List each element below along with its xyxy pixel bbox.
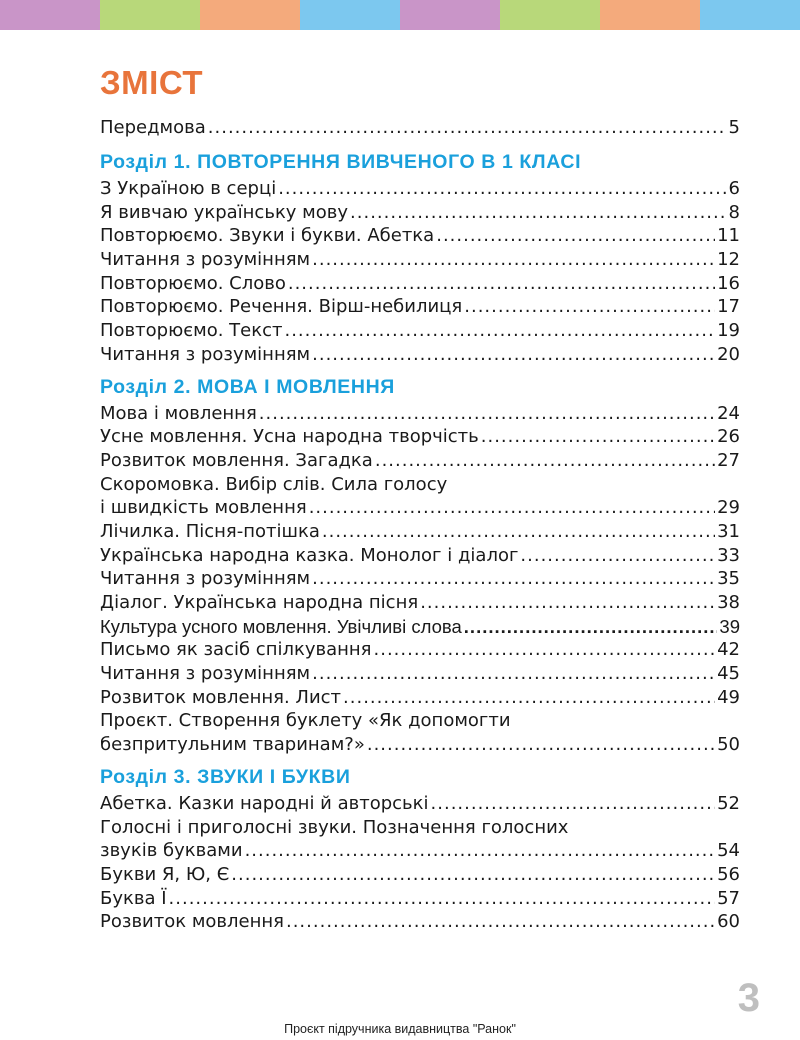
toc-entry-page: 57	[717, 887, 740, 909]
toc-entry-page: 33	[717, 544, 740, 566]
toc-entry-page: 60	[717, 911, 740, 933]
toc-entry-page: 11	[717, 225, 740, 247]
toc-entry-label: Письмо як засіб спілкування	[100, 639, 372, 661]
leader-dots	[343, 686, 715, 710]
toc-entry[interactable]	[100, 638, 740, 662]
toc-entry[interactable]	[100, 402, 740, 426]
toc-entry-label: Культура усного мовлення. Увічливі слова	[100, 615, 462, 637]
table-of-contents	[100, 113, 740, 934]
toc-entry-label: Розвиток мовлення	[100, 911, 284, 933]
leader-dots	[481, 425, 715, 449]
stripe-segment	[700, 0, 800, 30]
toc-entry-page: 45	[717, 663, 740, 685]
toc-entry[interactable]	[100, 686, 740, 710]
toc-entry[interactable]	[100, 224, 740, 248]
toc-entry-page: 27	[717, 449, 740, 471]
leader-dots	[350, 201, 727, 225]
toc-entry-page: 42	[717, 639, 740, 661]
toc-entry-label: Українська народна казка. Монолог і діалог	[100, 544, 519, 566]
toc-entry-page: 24	[717, 402, 740, 424]
toc-entry[interactable]	[100, 615, 740, 639]
toc-entry-label: Усне мовлення. Усна народна творчість	[100, 426, 479, 448]
toc-entry-page: 20	[717, 343, 740, 365]
toc-entry-page: 31	[717, 520, 740, 542]
leader-dots	[312, 567, 715, 591]
toc-entry-page: 50	[717, 734, 740, 756]
toc-entry-page: 39	[719, 615, 740, 637]
toc-entry-page: 17	[717, 296, 740, 318]
leader-dots	[464, 615, 718, 639]
toc-entry-page: 52	[717, 792, 740, 814]
section-heading: Розділ 1. ПОВТОРЕННЯ ВИВЧЕНОГО В 1 КЛАСІ	[100, 151, 582, 173]
toc-entry-label: Повторюємо. Речення. Вірш-небилиця	[100, 296, 463, 318]
toc-entry[interactable]	[100, 662, 740, 686]
toc-entry-page: 12	[717, 249, 740, 271]
toc-entry-label: Мова і мовлення	[100, 402, 257, 424]
toc-entry-page: 38	[717, 592, 740, 613]
leader-dots	[231, 863, 715, 887]
toc-entry-label: звуків буквами	[100, 840, 243, 862]
leader-dots	[322, 520, 715, 544]
leader-dots	[309, 496, 715, 520]
toc-entry-page: 16	[717, 272, 740, 294]
toc-entry[interactable]	[100, 792, 740, 816]
toc-entry[interactable]	[100, 496, 740, 520]
leader-dots	[367, 733, 715, 757]
toc-entry-page: 56	[717, 863, 740, 885]
toc-entry[interactable]	[100, 520, 740, 544]
toc-entry-label: З Україною в серці	[100, 178, 277, 199]
toc-entry-label: Лічилка. Пісня-потішка	[100, 520, 320, 542]
toc-entry[interactable]	[100, 201, 740, 225]
toc-entry-label: Повторюємо. Звуки і букви. Абетка	[100, 225, 435, 247]
stripe-segment	[200, 0, 300, 30]
stripe-segment	[500, 0, 600, 30]
toc-entry[interactable]	[100, 591, 740, 615]
toc-entry-label: Читання з розумінням	[100, 663, 311, 685]
toc-entry[interactable]	[100, 343, 740, 367]
toc-entry-label: Повторюємо. Текст	[100, 320, 283, 342]
toc-entry-label: Повторюємо. Слово	[100, 272, 286, 294]
toc-entry[interactable]	[100, 248, 740, 272]
toc-entry-label: Читання з розумінням	[100, 568, 311, 590]
leader-dots	[464, 295, 715, 319]
toc-entry-page: 35	[717, 568, 740, 590]
section-heading: Розділ 2. МОВА І МОВЛЕННЯ	[100, 375, 395, 398]
toc-entry[interactable]	[100, 910, 740, 934]
toc-entry-label: Діалог. Українська народна пісня	[100, 592, 419, 613]
leader-dots	[284, 319, 715, 343]
leader-dots	[375, 449, 715, 473]
toc-entry[interactable]	[100, 863, 740, 887]
toc-entry-label-line1: Скоромовка. Вибір слів. Сила голосу	[100, 473, 448, 495]
leader-dots	[312, 662, 715, 686]
leader-dots	[312, 343, 715, 367]
leader-dots	[520, 544, 715, 568]
toc-entry-label: Букви Я, Ю, Є	[100, 863, 230, 885]
leader-dots	[431, 792, 716, 816]
toc-entry-page: 54	[717, 840, 740, 862]
leader-dots	[420, 591, 715, 615]
toc-entry-page: 6	[728, 178, 740, 199]
toc-entry[interactable]	[100, 567, 740, 591]
toc-entry[interactable]	[100, 544, 740, 568]
toc-entry[interactable]	[100, 319, 740, 343]
stripe-segment	[100, 0, 200, 30]
leader-dots	[286, 910, 715, 934]
toc-entry-label: Розвиток мовлення. Лист	[100, 686, 342, 708]
toc-entry[interactable]	[100, 295, 740, 319]
stripe-segment	[300, 0, 400, 30]
stripe-segment	[400, 0, 500, 30]
page-title: ЗМІСТ	[100, 64, 203, 101]
toc-entry-label: Буква Ї	[100, 887, 167, 909]
toc-entry-label: Передмова	[100, 117, 206, 138]
leader-dots	[312, 248, 715, 272]
toc-entry[interactable]	[100, 177, 740, 201]
leader-dots	[278, 177, 726, 201]
toc-entry-label-line1: Голосні і приголосні звуки. Позначення голосних	[100, 816, 569, 838]
leader-dots	[436, 224, 715, 248]
toc-entry-page: 19	[717, 320, 740, 342]
toc-entry[interactable]	[100, 839, 740, 863]
toc-entry-label-line1: Проєкт. Створення буклету «Як допомогти	[100, 710, 511, 732]
page-number: 3	[737, 976, 760, 1020]
leader-dots	[169, 887, 716, 911]
toc-entry-page: 8	[728, 201, 740, 223]
toc-entry[interactable]	[100, 887, 740, 911]
stripe-segment	[0, 0, 100, 30]
leader-dots	[374, 638, 716, 662]
color-stripe-bar	[0, 0, 800, 30]
toc-entry-label: Абетка. Казки народні й авторські	[100, 792, 429, 814]
toc-entry-page: 5	[728, 117, 740, 138]
toc-entry[interactable]	[100, 425, 740, 449]
toc-entry-preface[interactable]	[100, 113, 740, 142]
toc-entry-label: безпритульним тваринам?»	[100, 734, 365, 756]
leader-dots	[288, 272, 715, 296]
toc-entry-label: Читання з розумінням	[100, 343, 311, 365]
toc-entry[interactable]	[100, 272, 740, 296]
toc-entry-page: 49	[717, 686, 740, 708]
leader-dots	[245, 839, 716, 863]
toc-entry-label: Я вивчаю українську мову	[100, 201, 349, 223]
leader-dots	[208, 113, 727, 142]
stripe-segment	[600, 0, 700, 30]
section-heading: Розділ 3. ЗВУКИ І БУКВИ	[100, 765, 351, 788]
toc-entry-page: 26	[717, 426, 740, 448]
toc-entry[interactable]	[100, 733, 740, 757]
toc-entry-page: 29	[717, 497, 740, 519]
footer-note: Проєкт підручника видавництва "Ранок"	[284, 1022, 516, 1036]
toc-entry-label: і швидкість мовлення	[100, 497, 307, 519]
toc-entry-label: Читання з розумінням	[100, 249, 311, 271]
toc-entry[interactable]	[100, 449, 740, 473]
leader-dots	[259, 402, 715, 426]
toc-entry-label: Розвиток мовлення. Загадка	[100, 449, 373, 471]
